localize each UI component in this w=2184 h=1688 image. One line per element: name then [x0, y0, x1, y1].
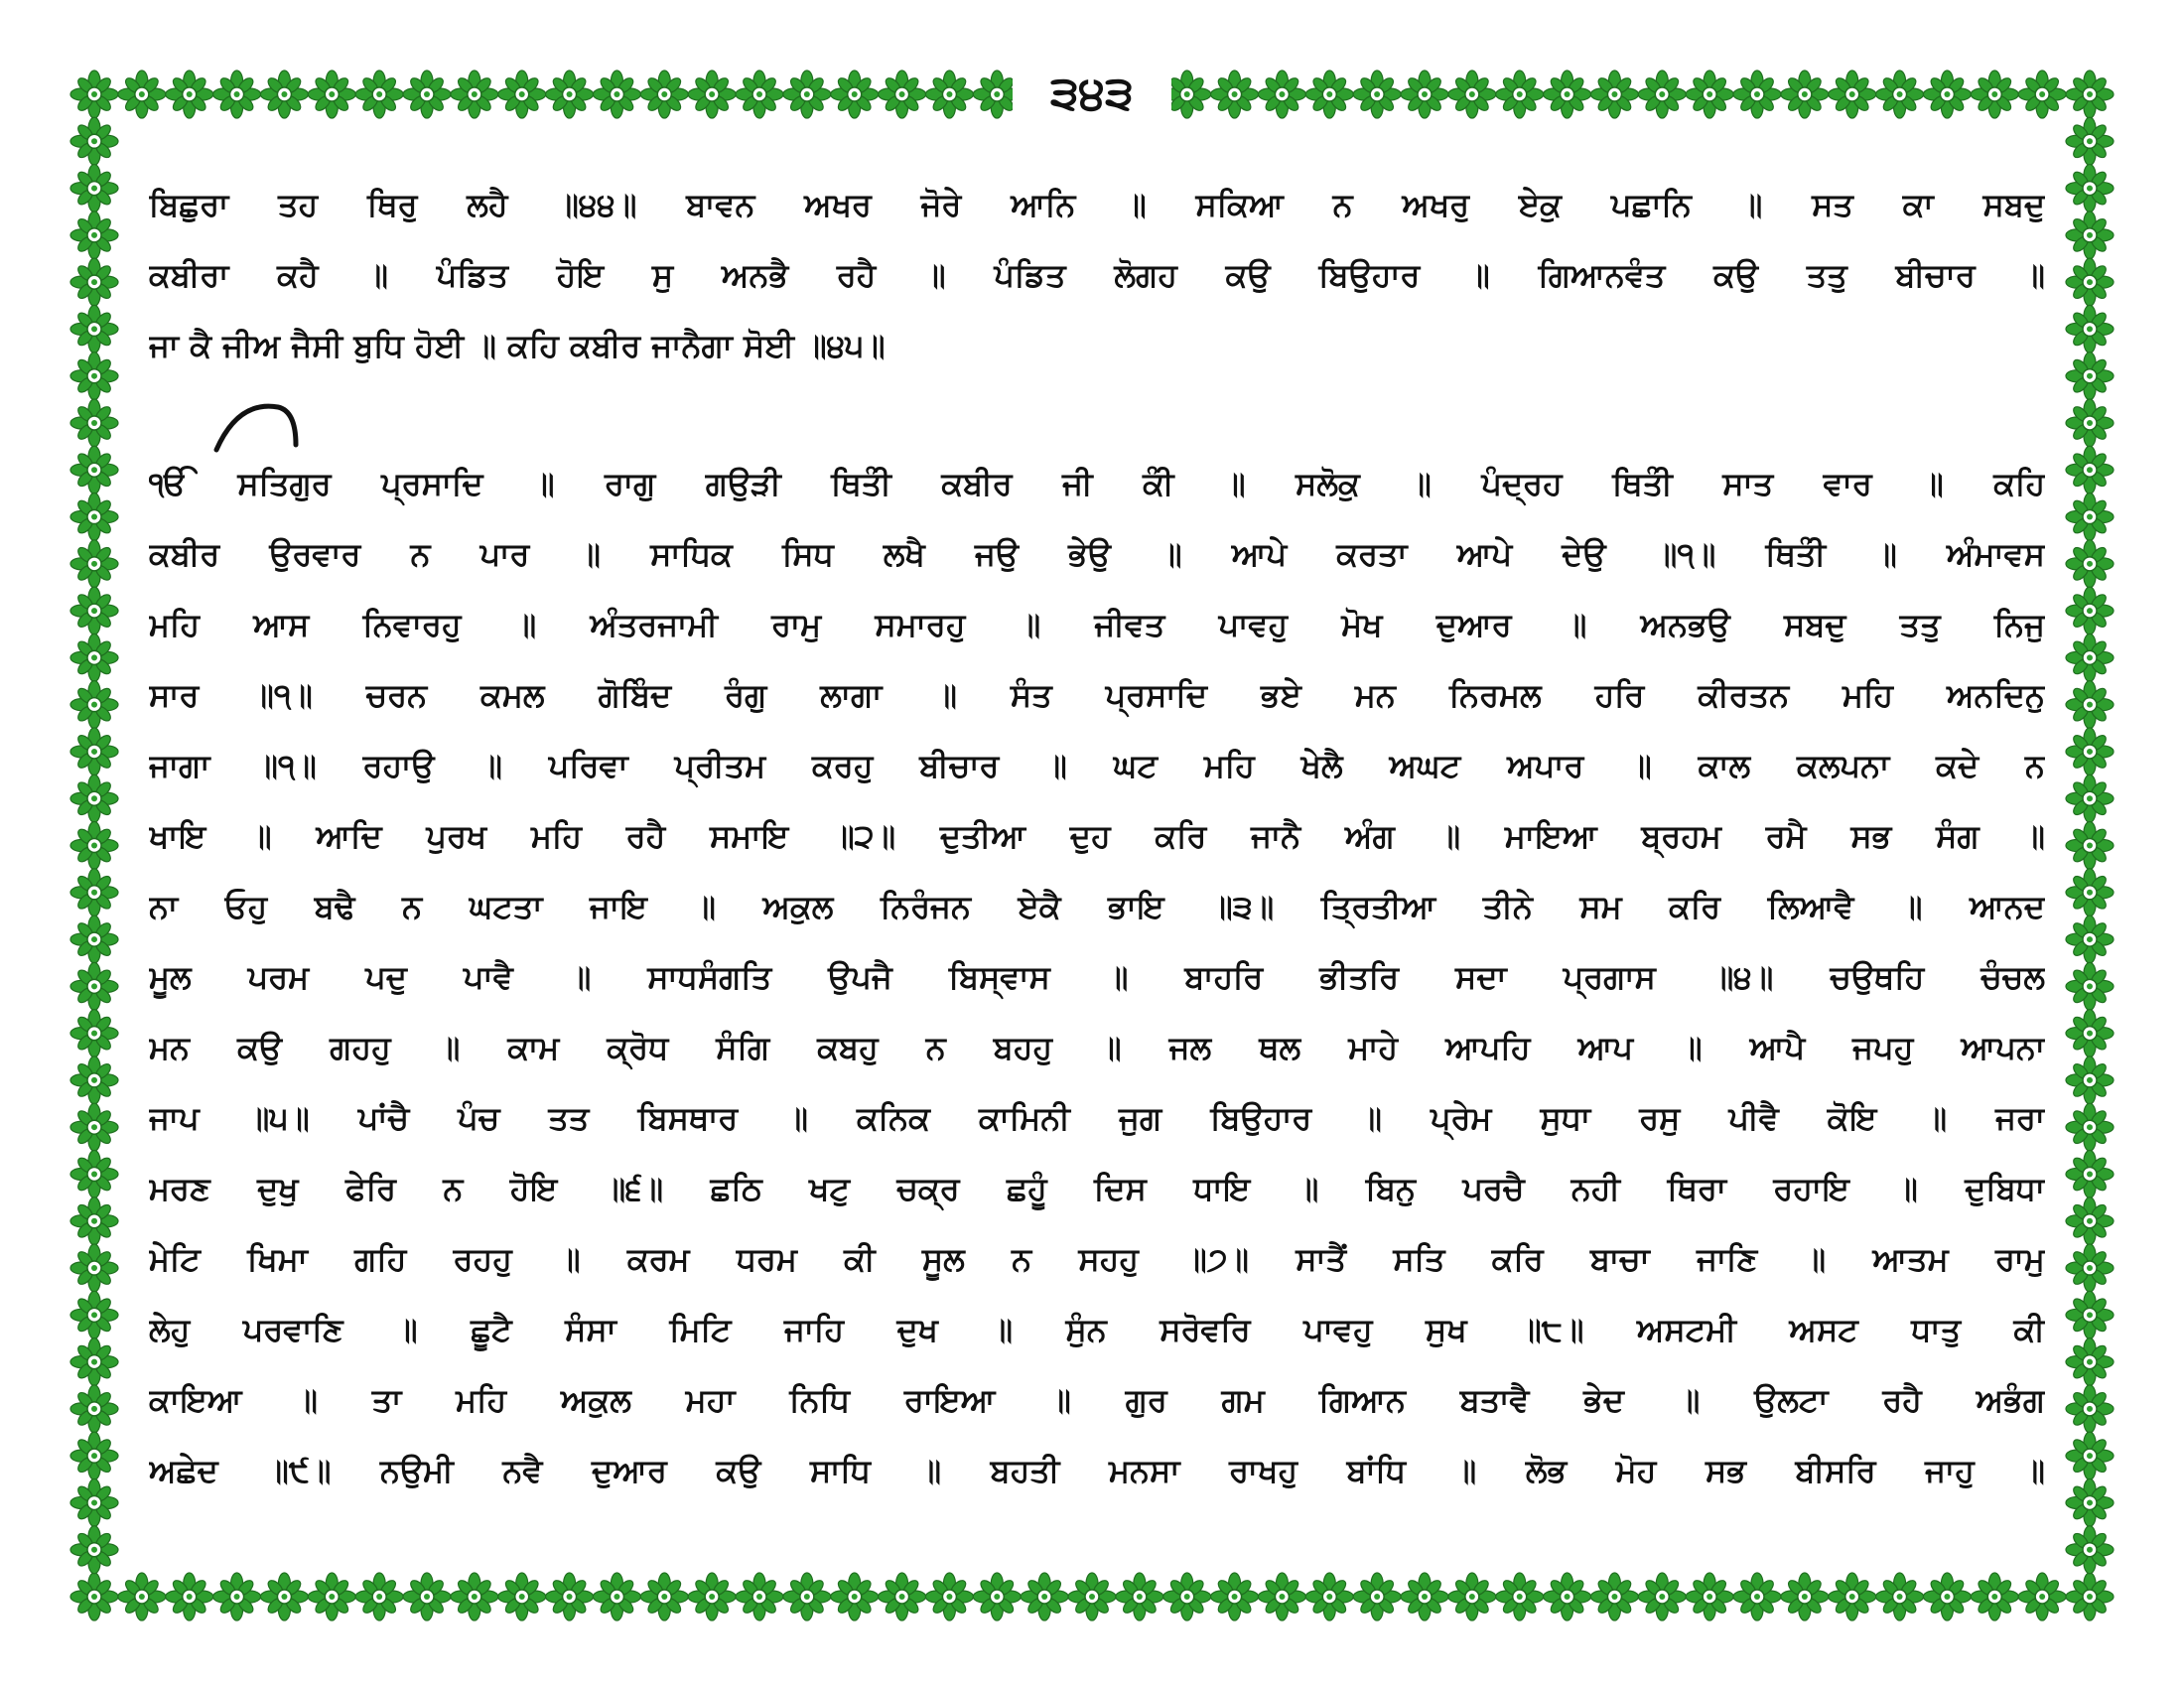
text-line: ਕਬੀਰਾ ਕਹੈ ॥ ਪੰਡਿਤ ਹੋਇ ਸੁ ਅਨਭੈ ਰਹੈ ॥ ਪੰਡਿਤ ਲੋਗਹ ਕਉ ਬਿਉਹਾਰ ॥ ਗਿਆਨਵੰਤ ਕਉ ਤਤੁ ਬੀਚਾਰ ॥ [149, 256, 2045, 294]
text-line: ਮਨ ਕਉ ਗਹਹੁ ॥ ਕਾਮ ਕ੍ਰੋਧ ਸੰਗਿ ਕਬਹੁ ਨ ਬਹਹੁ ॥ ਜਲ ਥਲ ਮਾਹੇ ਆਪਹਿ ਆਪ ॥ ਆਪੈ ਜਪਹੁ ਆਪਨਾ [149, 1029, 2045, 1066]
flower-ornament-icon [118, 70, 166, 118]
flower-ornament-icon [831, 70, 879, 118]
flower-ornament-icon [1305, 1573, 1353, 1620]
flower-ornament-icon [1401, 70, 1448, 118]
flower-ornament-icon [70, 165, 118, 212]
flower-ornament-icon [1686, 1573, 1733, 1620]
flower-ornament-icon [640, 70, 688, 118]
flower-ornament-icon [70, 352, 118, 400]
flower-ornament-icon [70, 1150, 118, 1197]
flower-ornament-icon [2018, 70, 2066, 118]
flower-ornament-icon [1829, 70, 1876, 118]
flower-ornament-icon [2066, 1338, 2114, 1386]
flower-ornament-icon [2066, 774, 2114, 822]
flower-ornament-icon [1021, 1573, 1068, 1620]
flower-ornament-icon [166, 1573, 213, 1620]
flower-ornament-icon [2066, 1197, 2114, 1245]
flower-ornament-icon [2066, 822, 2114, 870]
flower-ornament-icon [403, 1573, 451, 1620]
flower-ornament-icon [2066, 681, 2114, 729]
flower-ornament-icon [1686, 70, 1733, 118]
flower-ornament-icon [213, 70, 261, 118]
flower-ornament-icon [2066, 1244, 2114, 1292]
text-line: ਮਰਣ ਦੁਖੁ ਫੇਰਿ ਨ ਹੋਇ ॥੬॥ ਛਠਿ ਖਟੁ ਚਕ੍ਰ ਛਹੂੰ ਦਿਸ ਧਾਇ ॥ ਬਿਨੁ ਪਰਚੈ ਨਹੀ ਥਿਰਾ ਰਹਾਇ ॥ ਦੁਬਿਧਾ [149, 1170, 2045, 1207]
flower-ornament-icon [70, 1385, 118, 1433]
flower-ornament-icon [1829, 1573, 1876, 1620]
text-line: ਲੇਹੁ ਪਰਵਾਣਿ ॥ ਛੂਟੈ ਸੰਸਾ ਮਿਟਿ ਜਾਹਿ ਦੁਖ ॥ ਸੁੰਨ ਸਰੋਵਰਿ ਪਾਵਹੁ ਸੁਖ ॥੮॥ ਅਸਟਮੀ ਅਸਟ ਧਾਤੁ ਕੀ [149, 1311, 2045, 1348]
flower-ornament-icon [70, 540, 118, 588]
flower-ornament-icon [355, 1573, 403, 1620]
flower-ornament-icon [70, 869, 118, 916]
flower-ornament-icon [70, 587, 118, 634]
flower-ornament-icon [70, 70, 118, 118]
flower-ornament-icon [260, 70, 308, 118]
flower-ornament-icon [2066, 1056, 2114, 1104]
flower-ornament-icon [70, 211, 118, 259]
flower-ornament-icon [213, 1573, 261, 1620]
flower-ornament-icon [1448, 70, 1496, 118]
flower-ornament-icon [70, 258, 118, 306]
flower-ornament-icon [1544, 70, 1591, 118]
flower-ornament-icon [593, 1573, 640, 1620]
flower-ornament-icon [2066, 1432, 2114, 1479]
flower-ornament-icon [1876, 70, 1924, 118]
flower-ornament-icon [2066, 1150, 2114, 1197]
flower-ornament-icon [2066, 493, 2114, 541]
text-line: ਕਬੀਰ ਉਰਵਾਰ ਨ ਪਾਰ ॥ ਸਾਧਿਕ ਸਿਧ ਲਖੈ ਜਉ ਭੇਉ ॥ ਆਪੇ ਕਰਤਾ ਆਪੇ ਦੇਉ ॥੧॥ ਥਿਤੀੰ ॥ ਅੰਮਾਵਸ [149, 535, 2045, 573]
flower-ornament-icon [1305, 70, 1353, 118]
flower-ornament-icon [70, 305, 118, 352]
flower-ornament-icon [1163, 1573, 1211, 1620]
flower-ornament-icon [2066, 728, 2114, 775]
flower-ornament-icon [925, 70, 973, 118]
flower-ornament-icon [2066, 352, 2114, 400]
flower-ornament-icon [308, 70, 355, 118]
flower-ornament-icon [593, 70, 640, 118]
flower-ornament-icon [1258, 1573, 1305, 1620]
flower-ornament-icon [70, 1103, 118, 1151]
flower-ornament-icon [1781, 1573, 1829, 1620]
flower-ornament-icon [2066, 962, 2114, 1010]
text-line: ਜਾਗਾ ॥੧॥ ਰਹਾਉ ॥ ਪਰਿਵਾ ਪ੍ਰੀਤਮ ਕਰਹੁ ਬੀਚਾਰ ॥ ਘਟ ਮਹਿ ਖੇਲੈ ਅਘਟ ਅਪਾਰ ॥ ਕਾਲ ਕਲਪਨਾ ਕਦੇ ਨ [149, 747, 2045, 784]
flower-ornament-icon [70, 1526, 118, 1574]
flower-ornament-icon [70, 1573, 118, 1620]
flower-ornament-icon [546, 70, 594, 118]
flower-ornament-icon [70, 822, 118, 870]
flower-ornament-icon [70, 1432, 118, 1479]
flower-ornament-icon [2066, 117, 2114, 165]
flower-ornament-icon [2066, 258, 2114, 306]
text-line: ਬਿਛੁਰਾ ਤਹ ਥਿਰੁ ਲਹੈ ॥੪੪॥ ਬਾਵਨ ਅਖਰ ਜੋਰੇ ਆਨਿ ॥ ਸਕਿਆ ਨ ਅਖਰੁ ਏਕੁ ਪਛਾਨਿ ॥ ਸਤ ਕਾ ਸਬਦੁ [149, 186, 2045, 223]
text-line: ਕਾਇਆ ॥ ਤਾ ਮਹਿ ਅਕੁਲ ਮਹਾ ਨਿਧਿ ਰਾਇਆ ॥ ਗੁਰ ਗਮ ਗਿਆਨ ਬਤਾਵੈ ਭੇਦ ॥ ਉਲਟਾ ਰਹੈ ਅਭੰਗ [149, 1381, 2045, 1419]
flower-ornament-icon [1781, 70, 1829, 118]
flower-ornament-icon [546, 1573, 594, 1620]
text-line: ਖਾਇ ॥ ਆਦਿ ਪੁਰਖ ਮਹਿ ਰਹੈ ਸਮਾਇ ॥੨॥ ਦੁਤੀਆ ਦੁਹ ਕਰਿ ਜਾਨੈ ਅੰਗ ॥ ਮਾਇਆ ਬ੍ਰਹਮ ਰਮੈ ਸਭ ਸੰਗ ॥ [149, 817, 2045, 855]
text-line: ਸਾਰ ॥੧॥ ਚਰਨ ਕਮਲ ਗੋਬਿੰਦ ਰੰਗੁ ਲਾਗਾ ॥ ਸੰਤ ਪ੍ਰਸਾਦਿ ਭਏ ਮਨ ਨਿਰਮਲ ਹਰਿ ਕੀਰਤਨ ਮਹਿ ਅਨਦਿਨੁ [149, 676, 2045, 714]
flower-ornament-icon [1353, 1573, 1401, 1620]
flower-ornament-icon [498, 1573, 546, 1620]
flower-ornament-icon [2066, 305, 2114, 352]
text-line: ਮੂਲ ਪਰਮ ਪਦੁ ਪਾਵੈ ॥ ਸਾਧਸੰਗਤਿ ਉਪਜੈ ਬਿਸ੍ਵਾਸ ॥ ਬਾਹਰਿ ਭੀਤਰਿ ਸਦਾ ਪ੍ਰਗਾਸ ॥੪॥ ਚਉਥਹਿ ਚੰਚਲ [149, 958, 2045, 996]
flower-ornament-icon [2066, 1478, 2114, 1526]
text-line: ਨਾ ਓਹੁ ਬਢੈ ਨ ਘਟਤਾ ਜਾਇ ॥ ਅਕੁਲ ਨਿਰੰਜਨ ਏਕੈ ਭਾਇ ॥੩॥ ਤ੍ਰਿਤੀਆ ਤੀਨੇ ਸਮ ਕਰਿ ਲਿਆਵੈ ॥ ਆਨਦ [149, 888, 2045, 925]
flower-ornament-icon [1923, 1573, 1971, 1620]
flower-ornament-icon [2018, 1573, 2066, 1620]
flower-ornament-icon [2066, 1010, 2114, 1057]
ek-onkar-arc-icon [208, 395, 308, 455]
flower-ornament-icon [925, 1573, 973, 1620]
flower-ornament-icon [2066, 587, 2114, 634]
flower-ornament-icon [2066, 1103, 2114, 1151]
flower-ornament-icon [879, 70, 926, 118]
flower-ornament-icon [1590, 1573, 1638, 1620]
flower-ornament-icon [1448, 1573, 1496, 1620]
flower-ornament-icon [2066, 70, 2114, 118]
flower-ornament-icon [70, 1056, 118, 1104]
flower-ornament-icon [70, 915, 118, 963]
flower-ornament-icon [308, 1573, 355, 1620]
flower-ornament-icon [1496, 70, 1544, 118]
flower-ornament-icon [70, 1197, 118, 1245]
flower-ornament-icon [70, 446, 118, 493]
flower-ornament-icon [1733, 70, 1781, 118]
flower-ornament-icon [1116, 1573, 1163, 1620]
flower-ornament-icon [688, 70, 736, 118]
flower-ornament-icon [2066, 165, 2114, 212]
flower-ornament-icon [1590, 70, 1638, 118]
text-line: ਮੇਟਿ ਖਿਮਾ ਗਹਿ ਰਹਹੁ ॥ ਕਰਮ ਧਰਮ ਕੀ ਸੂਲ ਨ ਸਹਹੁ ॥੭॥ ਸਾਤੈਂ ਸਤਿ ਕਰਿ ਬਾਚਾ ਜਾਣਿ ॥ ਆਤਮ ਰਾਮੁ [149, 1240, 2045, 1278]
flower-ornament-icon [70, 1244, 118, 1292]
flower-ornament-icon [1733, 1573, 1781, 1620]
flower-ornament-icon [70, 681, 118, 729]
flower-ornament-icon [973, 1573, 1021, 1620]
flower-ornament-icon [70, 117, 118, 165]
flower-ornament-icon [1923, 70, 1971, 118]
flower-ornament-icon [70, 399, 118, 447]
flower-ornament-icon [70, 493, 118, 541]
flower-ornament-icon [2066, 1291, 2114, 1338]
text-line: ਅਛੇਦ ॥੯॥ ਨਉਮੀ ਨਵੈ ਦੁਆਰ ਕਉ ਸਾਧਿ ॥ ਬਹਤੀ ਮਨਸਾ ਰਾਖਹੁ ਬਾਂਧਿ ॥ ਲੋਭ ਮੋਹ ਸਭ ਬੀਸਰਿ ਜਾਹੁ ॥ [149, 1452, 2045, 1489]
flower-ornament-icon [498, 70, 546, 118]
flower-ornament-icon [118, 1573, 166, 1620]
flower-ornament-icon [70, 633, 118, 681]
text-line: ਜਾ ਕੈ ਜੀਅ ਜੈਸੀ ਬੁਧਿ ਹੋਈ ॥ ਕਹਿ ਕਬੀਰ ਜਾਨੈਗਾ ਸੋਈ ॥੪੫॥ [149, 327, 886, 364]
flower-ornament-icon [1544, 1573, 1591, 1620]
flower-ornament-icon [879, 1573, 926, 1620]
page-number: ੩੪੩ [1013, 58, 1171, 127]
flower-ornament-icon [451, 70, 498, 118]
flower-ornament-icon [1353, 70, 1401, 118]
flower-ornament-icon [1211, 1573, 1259, 1620]
flower-ornament-icon [70, 962, 118, 1010]
flower-ornament-icon [70, 1478, 118, 1526]
flower-ornament-icon [783, 1573, 831, 1620]
flower-ornament-icon [1638, 1573, 1686, 1620]
flower-ornament-icon [736, 70, 783, 118]
flower-ornament-icon [2066, 540, 2114, 588]
flower-ornament-icon [1211, 70, 1259, 118]
text-line: ਮਹਿ ਆਸ ਨਿਵਾਰਹੁ ॥ ਅੰਤਰਜਾਮੀ ਰਾਮੁ ਸਮਾਰਹੁ ॥ ਜੀਵਤ ਪਾਵਹੁ ਮੋਖ ਦੁਆਰ ॥ ਅਨਭਉ ਸਬਦੁ ਤਤੁ ਨਿਜੁ [149, 606, 2045, 643]
flower-ornament-icon [2066, 869, 2114, 916]
flower-ornament-icon [1971, 1573, 2018, 1620]
flower-ornament-icon [166, 70, 213, 118]
flower-ornament-icon [736, 1573, 783, 1620]
flower-ornament-icon [70, 1291, 118, 1338]
flower-ornament-icon [451, 1573, 498, 1620]
flower-ornament-icon [2066, 1573, 2114, 1620]
text-line: ਜਾਪ ॥੫॥ ਪਾਂਚੈ ਪੰਚ ਤਤ ਬਿਸਥਾਰ ॥ ਕਨਿਕ ਕਾਮਿਨੀ ਜੁਗ ਬਿਉਹਾਰ ॥ ਪ੍ਰੇਮ ਸੁਧਾ ਰਸੁ ਪੀਵੈ ਕੋਇ ॥ ਜਰਾ [149, 1099, 2045, 1137]
flower-ornament-icon [640, 1573, 688, 1620]
text-line: ੴ ਸਤਿਗੁਰ ਪ੍ਰਸਾਦਿ ॥ ਰਾਗੁ ਗਉੜੀ ਥਿਤੀੰ ਕਬੀਰ ਜੀ ਕੀੰ ॥ ਸਲੋਕੁ ॥ ਪੰਦ੍ਰਹ ਥਿਤੀੰ ਸਾਤ ਵਾਰ ॥ ਕਹਿ [149, 465, 2045, 502]
flower-ornament-icon [831, 1573, 879, 1620]
flower-ornament-icon [2066, 633, 2114, 681]
flower-ornament-icon [1971, 70, 2018, 118]
flower-ornament-icon [2066, 915, 2114, 963]
flower-ornament-icon [2066, 1526, 2114, 1574]
flower-ornament-icon [2066, 1385, 2114, 1433]
flower-ornament-icon [783, 70, 831, 118]
flower-ornament-icon [1876, 1573, 1924, 1620]
flower-ornament-icon [1068, 1573, 1116, 1620]
flower-ornament-icon [2066, 399, 2114, 447]
flower-ornament-icon [70, 1010, 118, 1057]
flower-ornament-icon [355, 70, 403, 118]
flower-ornament-icon [1401, 1573, 1448, 1620]
flower-ornament-icon [260, 1573, 308, 1620]
flower-ornament-icon [1496, 1573, 1544, 1620]
flower-ornament-icon [2066, 446, 2114, 493]
flower-ornament-icon [688, 1573, 736, 1620]
flower-ornament-icon [2066, 211, 2114, 259]
flower-ornament-icon [70, 728, 118, 775]
flower-ornament-icon [1258, 70, 1305, 118]
flower-ornament-icon [70, 774, 118, 822]
flower-ornament-icon [70, 1338, 118, 1386]
flower-ornament-icon [403, 70, 451, 118]
flower-ornament-icon [1638, 70, 1686, 118]
